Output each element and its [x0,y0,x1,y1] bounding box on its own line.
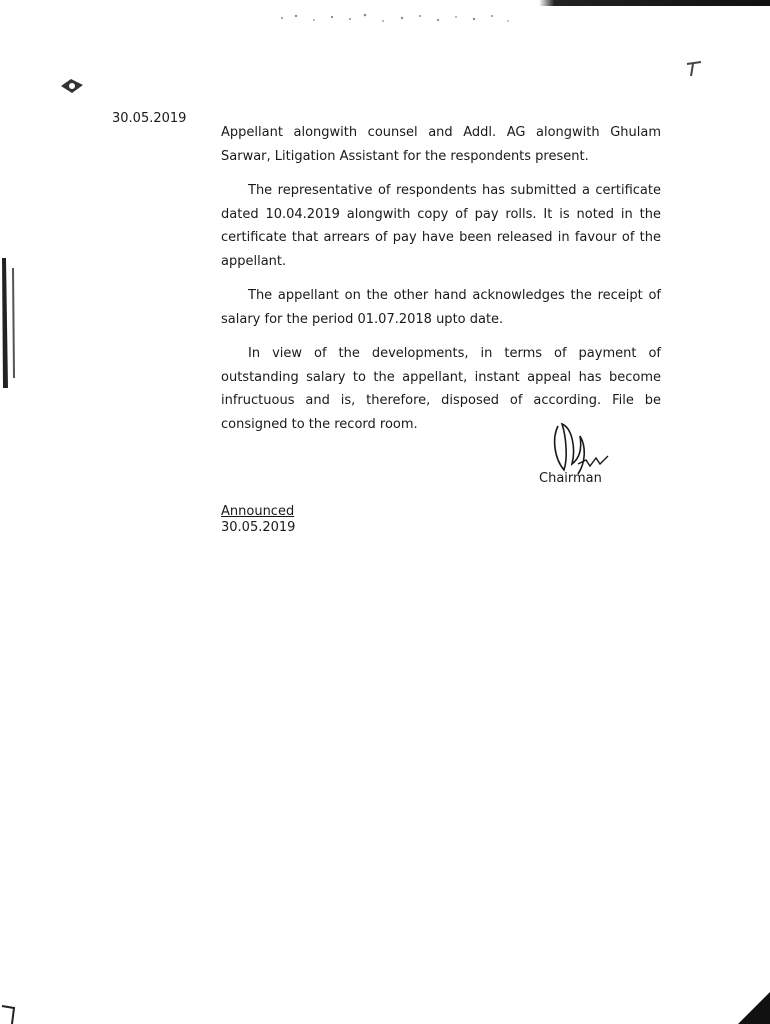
order-paragraph: The representative of respondents has submitted a certificate dated 10.04.2019 alongwith copy of pay rolls. It is noted in the certificate that arrears of pay have been released in favour of the appellant. [221,183,661,269]
order-paragraph: Appellant alongwith counsel and Addl. AG alongwith Ghulam Sarwar, Litigation Assistant for the respondents present. [221,125,661,164]
announced-date: 30.05.2019 [221,520,296,535]
order-date: 30.05.2019 [112,111,187,126]
scan-mark-icon [683,58,707,80]
announced-label: Announced [221,504,295,519]
scan-corner-bottom-right [730,984,770,1024]
scan-edge-left [0,258,18,388]
scan-mark-icon [57,74,87,98]
scan-corner-bottom-left [0,998,26,1024]
order-paragraph: The appellant on the other hand acknowledges the receipt of salary for the period 01.07.2018 upto date. [221,288,661,327]
scan-edge-top [0,0,770,6]
order-paragraph: In view of the developments, in terms of payment of outstanding salary to the appellant, instant appeal has become infructuous and is, therefore, disposed of according. File be consigned to the record room. [221,346,661,432]
signatory-title: Chairman [539,471,602,486]
scan-noise-top [262,10,532,32]
